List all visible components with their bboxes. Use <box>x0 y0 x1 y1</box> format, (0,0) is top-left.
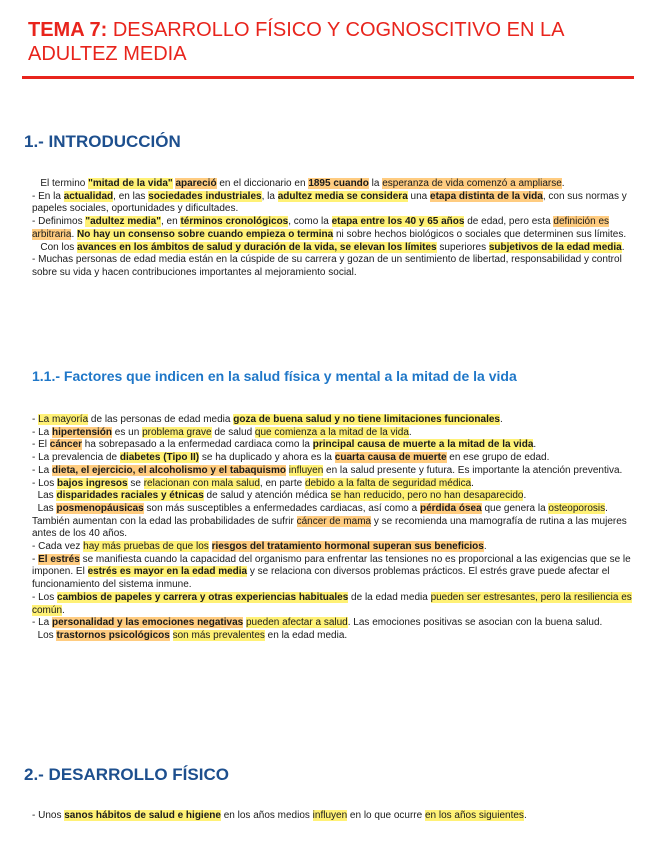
paragraph: - En la actualidad, en las sociedades industriales, la adultez media se considera una etapa distinta de la vida, con sus normas y papeles sociales, oportunidades y dificultades. <box>32 190 627 215</box>
section-heading-introduccion: 1.- INTRODUCCIÓN <box>24 132 181 151</box>
paragraph: - Los cambios de papeles y carrera y otras experiencias habituales de la edad media pueden ser estresantes, pero la resiliencia es común. <box>32 591 632 616</box>
paragraph: - Muchas personas de edad media están en la cúspide de su carrera y gozan de un sentimiento de libertad, responsabilidad y control sobre su vida y hacen contribuciones importantes al mejoramiento social. <box>32 254 622 278</box>
paragraph: - Los bajos ingresos se relacionan con mala salud, en parte debido a la falta de seguridad médica. <box>32 477 474 489</box>
paragraph: - La personalidad y las emociones negativas pueden afectar a salud. Las emociones positivas se asocian con la buena salud. <box>32 617 603 629</box>
desarrollo-paragraphs <box>32 810 634 823</box>
paragraph: - La prevalencia de diabetes (Tipo II) se ha duplicado y ahora es la cuarta causa de muerte en ese grupo de edad. <box>32 452 550 464</box>
paragraph: Las posmenopáusicas son más susceptibles a enfermedades cardiacas, así como a pérdida ósea que genera la osteoporosis. También aumentan con la edad las probabilidades de sufrir cáncer de mama y se recomienda una mamografía de rutina a las mujeres antes de los 40 años. <box>32 502 627 540</box>
paragraph: Los trastornos psicológicos son más prevalentes en la edad media. <box>37 629 348 641</box>
paragraph: Las disparidades raciales y étnicas de salud y atención médica se han reducido, pero no han desaparecido. <box>37 490 527 502</box>
paragraph: - La hipertensión es un problema grave de salud que comienza a la mitad de la vida. <box>32 426 412 438</box>
subsection-heading-factores: 1.1.- Factores que indicen en la salud física y mental a la mitad de la vida <box>32 368 517 384</box>
paragraph: El termino "mitad de la vida" apareció en el diccionario en 1895 cuando la esperanza de vida comenzó a ampliarse. <box>40 178 565 189</box>
paragraph: - El cáncer ha sobrepasado a la enfermedad cardiaca como la principal causa de muerte a la mitad de la vida. <box>32 439 537 451</box>
paragraph: - Unos sanos hábitos de salud e higiene en los años medios influyen en lo que ocurre en los años siguientes. <box>32 810 527 821</box>
paragraph: - Cada vez hay más pruebas de que los riesgos del tratamiento hormonal superan sus beneficios. <box>32 541 487 553</box>
paragraph: - La dieta, el ejercicio, el alcoholismo y el tabaquismo influyen en la salud presente y futura. Es importante la atención preventiva. <box>32 464 623 476</box>
title-underline <box>22 76 634 79</box>
factores-paragraphs <box>32 414 634 643</box>
paragraph: - Definimos "adultez media", en términos cronológicos, como la etapa entre los 40 y 65 años de edad, pero esta definición es arbitraria. No hay un consenso sobre cuando empieza o termina ni sobre hechos biológicos o sociales que determinen sus límites. <box>32 216 627 240</box>
paragraph: - La mayoría de las personas de edad media goza de buena salud y no tiene limitaciones funcionales. <box>32 414 503 425</box>
paragraph: - El estrés se manifiesta cuando la capacidad del organismo para enfrentar las tensiones no es proporcional a las exigencias que se le imponen. El estrés es mayor en la edad media y se relaciona con diversos problemas prácticos. El estrés grave puede afectar el funcionamiento del sistema inmune. <box>32 553 631 591</box>
page-title <box>28 18 638 66</box>
paragraph: Con los avances en los ámbitos de salud y duración de la vida, se elevan los límites superiores subjetivos de la edad media. <box>40 241 625 253</box>
title-prefix: TEMA 7: <box>28 19 108 41</box>
title-text: DESARROLLO FÍSICO Y COGNOSCITIVO EN LA ADULTEZ MEDIA <box>28 19 564 65</box>
section-heading-desarrollo-fisico: 2.- DESARROLLO FÍSICO <box>24 765 229 784</box>
intro-paragraphs <box>32 178 634 280</box>
